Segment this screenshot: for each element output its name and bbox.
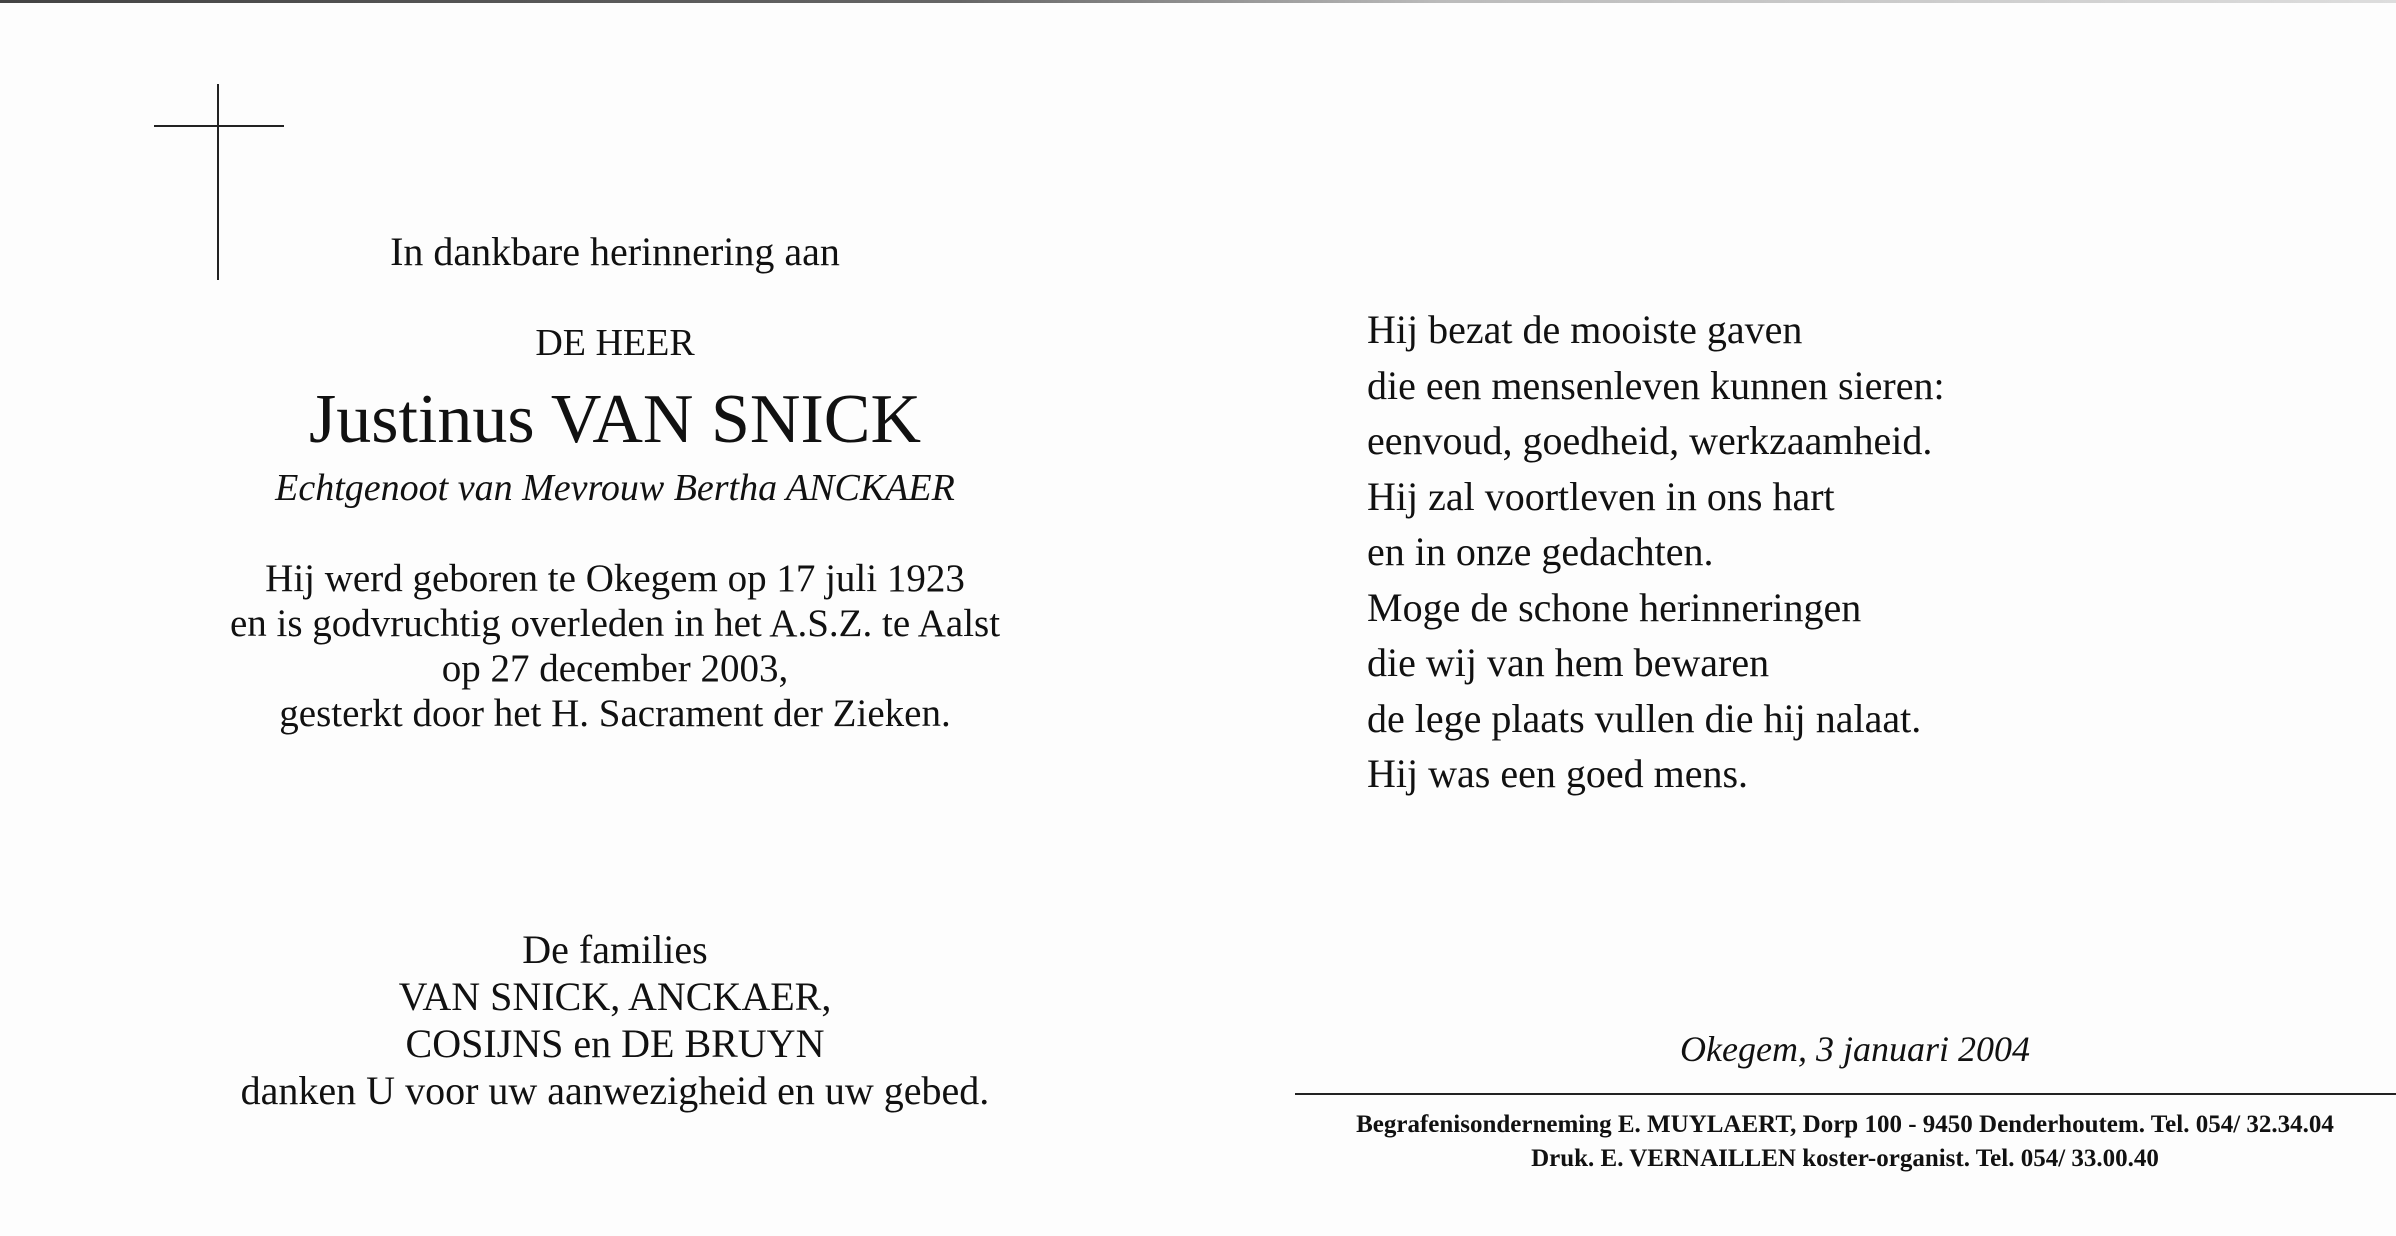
- footer-line-printer: Druk. E. VERNAILLEN koster-organist. Tel. 054/ 33.00.40: [1531, 1145, 2159, 1172]
- footer-line-undertaker: Begrafenisonderneming E. MUYLAERT, Dorp 100 - 9450 Denderhoutem. Tel. 054/ 32.34.04: [1356, 1111, 2334, 1138]
- family-line: COSIJNS en DE BRUYN: [405, 1021, 825, 1066]
- honorific: DE HEER: [535, 322, 695, 364]
- poem-line: Hij was een goed mens.: [1367, 751, 1749, 796]
- poem-line: die wij van hem bewaren: [1367, 640, 1770, 685]
- poem-line: Hij bezat de mooiste gaven: [1367, 307, 1803, 352]
- bio-line: op 27 december 2003,: [441, 647, 789, 690]
- deceased-name: Justinus VAN SNICK: [308, 381, 922, 458]
- footer-divider: [1295, 1093, 2396, 1095]
- poem-line: eenvoud, goedheid, werkzaamheid.: [1367, 418, 1933, 463]
- spouse-line: Echtgenoot van Mevrouw Bertha ANCKAER: [275, 467, 955, 509]
- family-line: De families: [522, 927, 708, 972]
- family-line: danken U voor uw aanwezigheid en uw gebed.: [240, 1068, 990, 1113]
- bio-line: gesterkt door het H. Sacrament der Zieken.: [279, 692, 951, 735]
- poem-line: die een mensenleven kunnen sieren:: [1367, 362, 1945, 408]
- poem: [1367, 302, 1945, 802]
- poem-line: Hij zal voortleven in ons hart: [1367, 473, 1835, 519]
- biography: [150, 556, 1080, 736]
- poem-line: de lege plaats vullen die hij nalaat.: [1367, 695, 1922, 741]
- poem-line: en in onze gedachten.: [1367, 529, 1714, 574]
- family-thanks: [150, 926, 1080, 1114]
- family-line: VAN SNICK, ANCKAER,: [398, 974, 832, 1019]
- intro-text: In dankbare herinnering aan: [390, 229, 840, 274]
- cross-horizontal-bar: [154, 125, 284, 127]
- bio-line: en is godvruchtig overleden in het A.S.Z. te Aalst: [229, 602, 1001, 645]
- bio-line: Hij werd geboren te Okegem op 17 juli 1923: [265, 557, 965, 600]
- card-top-edge: [0, 0, 2396, 3]
- poem-line: Moge de schone herinneringen: [1367, 584, 1862, 630]
- printer-footer: [1300, 1108, 2390, 1176]
- place-date: Okegem, 3 januari 2004: [1680, 1029, 2030, 1069]
